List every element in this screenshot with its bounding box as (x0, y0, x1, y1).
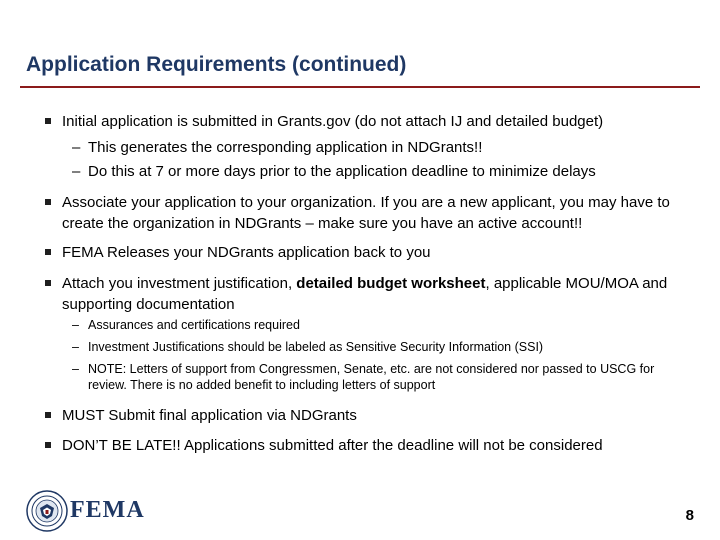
sub-bullet-ssi: – Investment Justifications should be labeled as Sensitive Security Information (SSI) (88, 339, 678, 355)
bullet-submit-ndgrants: MUST Submit final application via NDGrants (62, 405, 692, 426)
dhs-seal-icon (26, 490, 68, 532)
page-number: 8 (685, 507, 694, 524)
bullet-attach-documents (62, 273, 692, 315)
attach-text-end: , applicable MOU/MOA and supporting documentation (62, 275, 668, 313)
sub-bullet-generates-application: – This generates the corresponding application in NDGrants!! (88, 137, 688, 158)
attach-text-start: Attach you investment justification, (62, 275, 297, 292)
bullet-grants-gov: Initial application is submitted in Grants.gov (do not attach IJ and detailed budget) (62, 111, 692, 132)
slide-title: Application Requirements (continued) (26, 53, 407, 76)
sub-bullet-letters-note: – NOTE: Letters of support from Congressmen, Senate, etc. are not considered nor passed to USCG for review. There is no added benefit to including letters of support (88, 361, 678, 393)
sub-bullet-assurances: – Assurances and certifications required (88, 317, 678, 333)
fema-wordmark: FEMA (70, 497, 145, 523)
attach-text-bold: detailed budget worksheet (296, 275, 486, 292)
bullet-dont-be-late: DON’T BE LATE!! Applications submitted after the deadline will not be considered (62, 435, 692, 456)
fema-logo (26, 490, 146, 534)
sub-bullet-seven-days: – Do this at 7 or more days prior to the application deadline to minimize delays (88, 161, 688, 182)
bullet-associate-organization: Associate your application to your organization. If you are a new applicant, you may have to create the organization in NDGrants – make sure you have an active account!! (62, 192, 692, 234)
bullet-fema-releases: FEMA Releases your NDGrants application back to you (62, 242, 692, 263)
